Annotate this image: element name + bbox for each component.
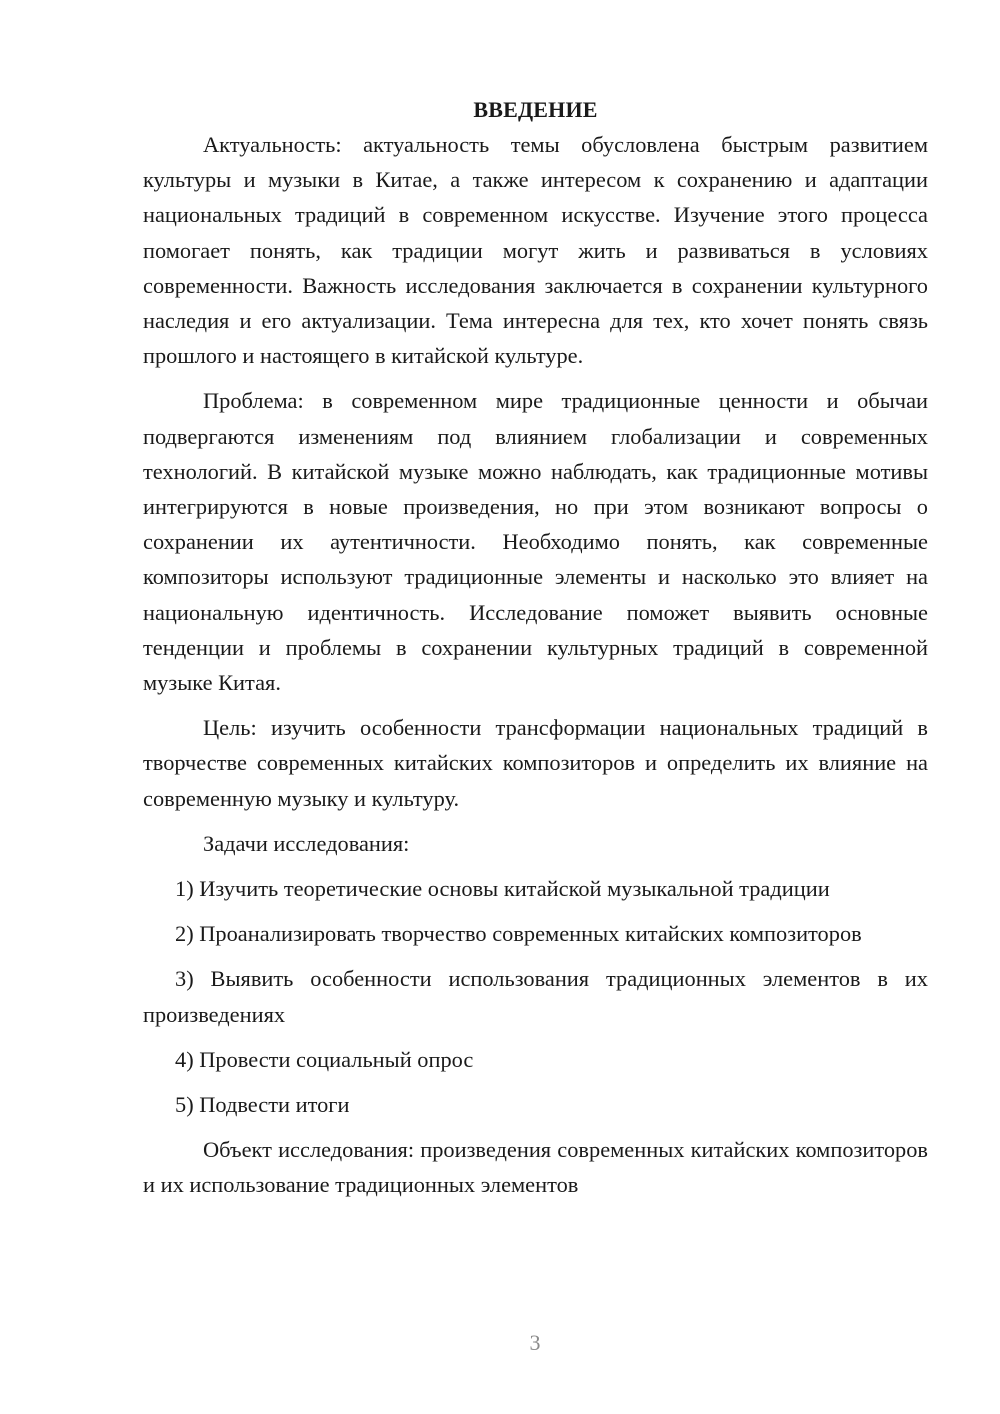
paragraph-goal: Цель: изучить особенности трансформации национальных традиций в творчестве современных китайских композиторов и определить их влияние на современную музыку и культуру. [143, 715, 928, 811]
task-item-2: 2) Проанализировать творчество современных китайских композиторов [175, 921, 862, 947]
task-item-1: 1) Изучить теоретические основы китайской музыкальной традиции [175, 876, 830, 902]
task-item-5: 5) Подвести итоги [175, 1092, 350, 1118]
page-number: 3 [529, 1330, 541, 1355]
tasks-heading: Задачи исследования: [203, 830, 410, 856]
paragraph-object: Объект исследования: произведения современных китайских композиторов и их использование традиционных элементов [143, 1137, 928, 1198]
task-item-4: 4) Провести социальный опрос [175, 1046, 474, 1072]
paragraph-problem: Проблема: в современном мире традиционные ценности и обычаи подвергаются изменениям под влиянием глобализации и современных технологий. В китайской музыке можно наблюдать, как традиционные мотивы интегрируются в новые произведения, но при этом возникают вопросы о сохранении их аутентичности. Необходимо понять, как современные композиторы используют традиционные элементы и насколько это влияет на национальную идентичность. Исследование поможет выявить основные тенденции и проблемы в сохранении культурных традиций в современной музыке Китая. [143, 388, 928, 696]
page-title: ВВЕДЕНИЕ [473, 97, 598, 122]
paragraph-relevance: Актуальность: актуальность темы обусловлена быстрым развитием культуры и музыки в Китае, а также интересом к сохранению и адаптации национальных традиций в современном искусстве. Изучение этого процесса помогает понять, как традиции могут жить и развиваться в условиях современности. Важность исследования заключается в сохранении культурного наследия и его актуализации. Тема интересна для тех, кто хочет понять связь прошлого и настоящего в китайской культуре. [143, 132, 928, 369]
document-page [143, 92, 928, 1203]
task-item-3: 3) Выявить особенности использования традиционных элементов в их произведениях [143, 966, 928, 1027]
